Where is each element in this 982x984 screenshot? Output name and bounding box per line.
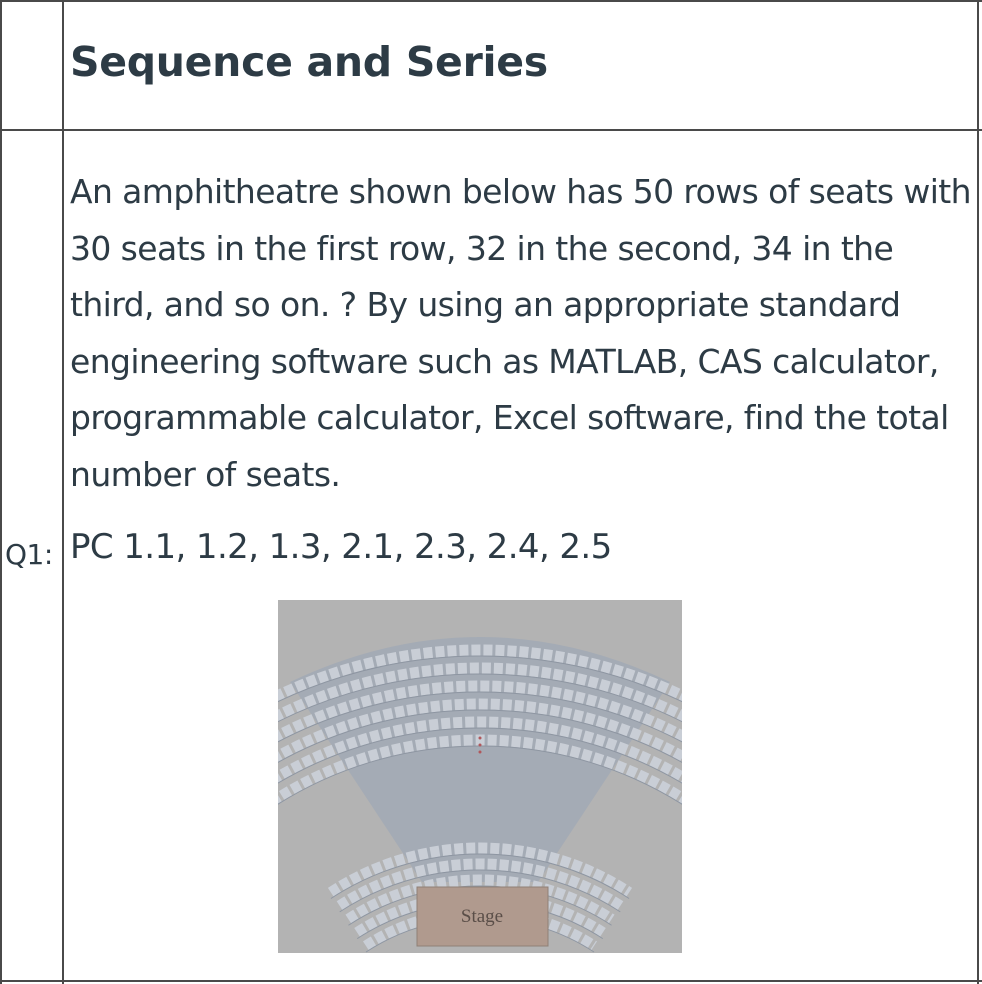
program-criteria: PC 1.1, 1.2, 1.3, 2.1, 2.3, 2.4, 2.5 [70, 527, 612, 567]
table-column-divider [62, 0, 64, 984]
table-border-right [977, 0, 979, 984]
amphitheatre-diagram [278, 600, 682, 953]
page-title: Sequence and Series [70, 38, 548, 86]
ellipsis-dot [479, 744, 482, 747]
stage-label: Stage [460, 906, 504, 927]
table-border-top [0, 0, 982, 2]
ellipsis-dot [479, 737, 482, 740]
amphitheatre-figure [278, 600, 682, 953]
table-border-left [0, 0, 2, 984]
table-border-row-divider [0, 129, 982, 131]
table-border-bottom [0, 980, 982, 982]
question-text: An amphitheatre shown below has 50 rows of seats with 30 seats in the first row, 32 in the second, 34 in the third, and so on. ? By using an appropriate standard engineering software such as MATLAB, CAS calculator, programmable calculator, Excel software, find the total number of seats. [70, 172, 971, 494]
ellipsis-dot [479, 751, 482, 754]
question-label: Q1: [5, 538, 53, 571]
